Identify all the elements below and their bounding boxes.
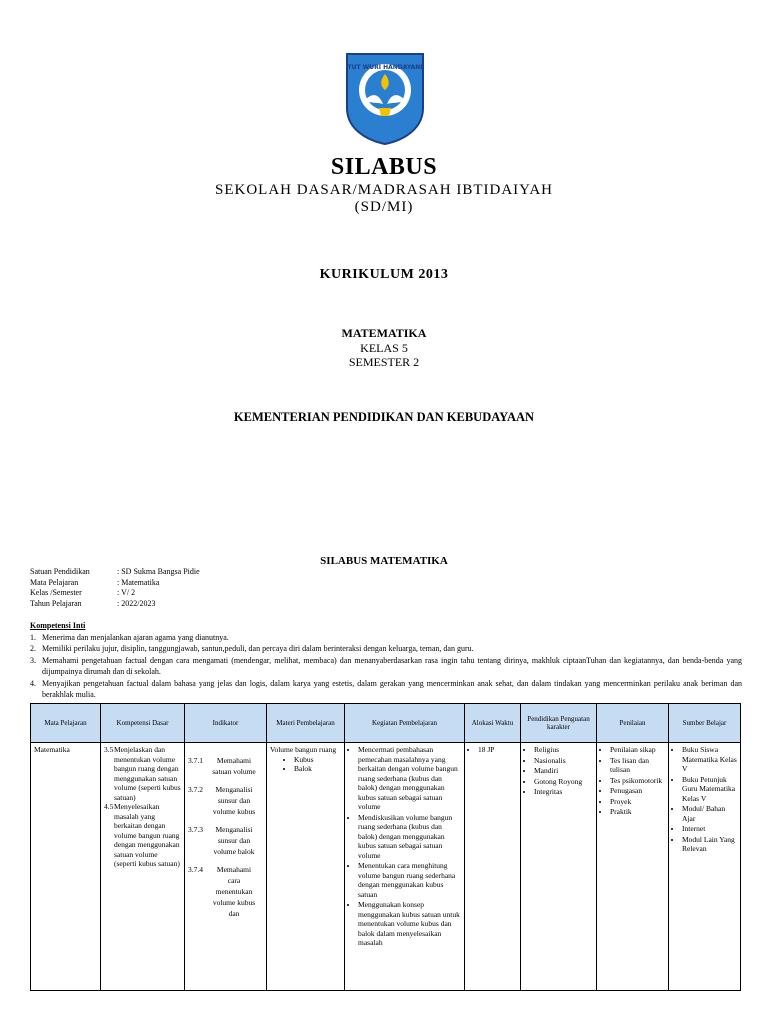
list-item xyxy=(30,678,742,701)
cell-kegiatan xyxy=(345,743,465,991)
column-header: Kegiatan Pembelajaran xyxy=(345,704,465,743)
info-label: Kelas /Semester xyxy=(30,588,82,597)
tut-wuri-handayani-logo xyxy=(343,50,427,146)
list-item xyxy=(188,784,263,817)
list-item xyxy=(30,655,742,678)
kompetensi-inti xyxy=(30,620,742,701)
syllabus-table xyxy=(30,703,741,991)
cell-indikator xyxy=(185,743,267,991)
item-text: Memahami satuan volume xyxy=(212,756,256,776)
item-text: Menganalisi sunsur dan volume kubus xyxy=(212,785,256,816)
item-text: Memahami pengetahuan factual dengan cara mengamati (mendengar, melihat, membaca) dan menanyaberdasarkan rasa ingin tahu tentang dirinya, makhluk ciptaanTuhan dan kegiatannya, dan benda-benda yang dijumpainya dirumah dan di sekolah. xyxy=(42,655,742,676)
list-item: • Tes lisan dan tulisan xyxy=(610,756,665,775)
item-number: 1. xyxy=(30,632,36,642)
info-value: : 2022/2023 xyxy=(117,598,156,608)
info-label: Tahun Pelajaran xyxy=(30,598,82,608)
list-item: • Praktik xyxy=(610,807,665,817)
list-item: • Kubus xyxy=(294,755,341,765)
cell-mapel: Matematika xyxy=(31,743,101,991)
cell-sumber xyxy=(669,743,741,991)
list-item xyxy=(188,864,263,919)
materi-intro: Volume bangun ruang xyxy=(270,745,337,754)
list-item: • Modul/ Bahan Ajar xyxy=(682,804,737,823)
list-item: • Religius xyxy=(534,745,593,755)
list-item xyxy=(188,824,263,857)
list-item: • Internet xyxy=(682,824,737,834)
item-text: Menjelaskan dan menentukan volume bangun ruang dengan menggunakan satuan volume (seperti kubus satuan) xyxy=(114,745,181,802)
list-item: • Buku Petunjuk Guru Matematika Kelas V xyxy=(682,775,737,804)
item-text: Memiliki perilaku jujur, disiplin, tanggungjawab, santun,peduli, dan percaya diri dalam berinteraksi dengan keluarga, teman, dan guru. xyxy=(42,644,474,653)
section-title: SILABUS MATEMATIKA xyxy=(320,555,448,567)
list-item xyxy=(104,802,181,869)
column-header: Penilaian xyxy=(597,704,669,743)
item-number: 3.7.3 xyxy=(188,825,203,834)
cell-alokasi xyxy=(465,743,521,991)
info-value: : Matematika xyxy=(117,577,160,587)
item-number: 3.7.2 xyxy=(188,785,203,794)
list-item: • Proyek xyxy=(610,797,665,807)
logo-motto: TUT WURI HANDAYANI xyxy=(347,64,423,71)
list-item: • 18 JP xyxy=(478,745,517,755)
list-item: • Nasionalis xyxy=(534,756,593,766)
document-title: SILABUS xyxy=(330,154,438,180)
column-header: Alokasi Waktu xyxy=(465,704,521,743)
list-item xyxy=(30,643,742,655)
item-number: 2. xyxy=(30,644,36,653)
item-text: Menganalisi sunsur dan volume balok xyxy=(213,825,255,856)
school-level-abbr: (SD/MI) xyxy=(354,199,414,215)
list-item: • Modul Lain Yang Relevan xyxy=(682,835,737,854)
list-item xyxy=(188,755,263,777)
list-item: • Mencermati pembahasan pemecahan masalahnya yang berkaitan dengan volume bangun ruang sederhana (kubus dan balok) dengan menggunakan kubus satuan sebagai satuan volume xyxy=(358,745,461,812)
school-info xyxy=(30,567,200,609)
list-item: • Buku Siswa Matematika Kelas V xyxy=(682,745,737,774)
list-item xyxy=(104,745,181,802)
item-number: 3.5 xyxy=(104,745,114,754)
cell-karakter xyxy=(521,743,597,991)
column-header: Mata Pelajaran xyxy=(31,704,101,743)
item-text: Menerima dan menjalankan ajaran agama yang dianutnya. xyxy=(42,632,229,642)
list-item: • Penilaian sikap xyxy=(610,745,665,755)
column-header: Materi Pembelajaran xyxy=(267,704,345,743)
cell-materi xyxy=(267,743,345,991)
list-item: • Penugasan xyxy=(610,786,665,796)
subject: MATEMATIKA xyxy=(341,326,427,340)
list-item: • Mandiri xyxy=(534,766,593,776)
column-header: Pendidikan Penguatan karakter xyxy=(521,704,597,743)
info-row xyxy=(30,588,200,599)
info-value: : SD Sukma Bangsa Pidie xyxy=(117,567,200,576)
list-item: • Tes psikomotorik xyxy=(610,776,665,786)
list-item: • Gotong Royong xyxy=(534,777,593,787)
info-label: Mata Pelajaran xyxy=(30,577,79,587)
column-header: Sumber Belajar xyxy=(669,704,741,743)
curriculum: KURIKULUM 2013 xyxy=(319,267,449,282)
item-number: 4.5 xyxy=(104,802,114,811)
info-row xyxy=(30,567,200,578)
kompetensi-inti-title: Kompetensi Inti xyxy=(30,621,86,630)
cell-penilaian xyxy=(597,743,669,991)
list-item: • Menentukan cara menghitung volume bangun ruang sederhana dengan menggunakan kubus satuan xyxy=(358,861,461,899)
info-label: Satuan Pendidikan xyxy=(30,567,90,576)
cell-kompetensi-dasar xyxy=(101,743,185,991)
list-item: • Balok xyxy=(294,764,341,774)
item-number: 4. xyxy=(30,678,36,688)
info-row xyxy=(30,578,200,589)
list-item: • Menggunakan konsep menggunakan kubus satuan untuk menentukan volume kubus dan balok dalam menyelesaikan masalah xyxy=(358,900,461,948)
info-row xyxy=(30,599,200,610)
item-number: 3. xyxy=(30,655,36,665)
item-number: 3.7.1 xyxy=(188,756,203,765)
item-number: 3.7.4 xyxy=(188,865,203,874)
table-row xyxy=(31,743,741,991)
table-header-row xyxy=(31,704,741,743)
column-header: Indikator xyxy=(185,704,267,743)
item-text: Memahami cara menentukan volume kubus dan xyxy=(212,865,256,918)
list-item xyxy=(30,632,742,644)
ministry: KEMENTERIAN PENDIDIKAN DAN KEBUDAYAAN xyxy=(233,410,535,424)
semester: SEMESTER 2 xyxy=(348,355,420,369)
item-text: Menyajikan pengetahuan factual dalam bahasa yang jelas dan logis, dalam karya yang estetis, dalam gerakan yang mencerminkan anak sehat, dan dalam tindakan yang mencerminkan perilaku anak beriman dan berakhlak mulia. xyxy=(42,678,742,699)
school-level: SEKOLAH DASAR/MADRASAH IBTIDAIYAH xyxy=(214,182,553,198)
list-item: • Integritas xyxy=(534,787,593,797)
info-value: : V/ 2 xyxy=(117,588,136,597)
column-header: Kompetensi Dasar xyxy=(101,704,185,743)
list-item: • Mendiskusikan volume bangun ruang sederhana (kubus dan balok) dengan menggunakan kubus satuan sebagai satuan volume xyxy=(358,813,461,861)
grade: KELAS 5 xyxy=(360,341,408,355)
item-text: Menyelesaikan masalah yang berkaitan dengan volume bangun ruang dengan menggunakan satuan volume (seperti kubus satuan) xyxy=(114,802,180,868)
